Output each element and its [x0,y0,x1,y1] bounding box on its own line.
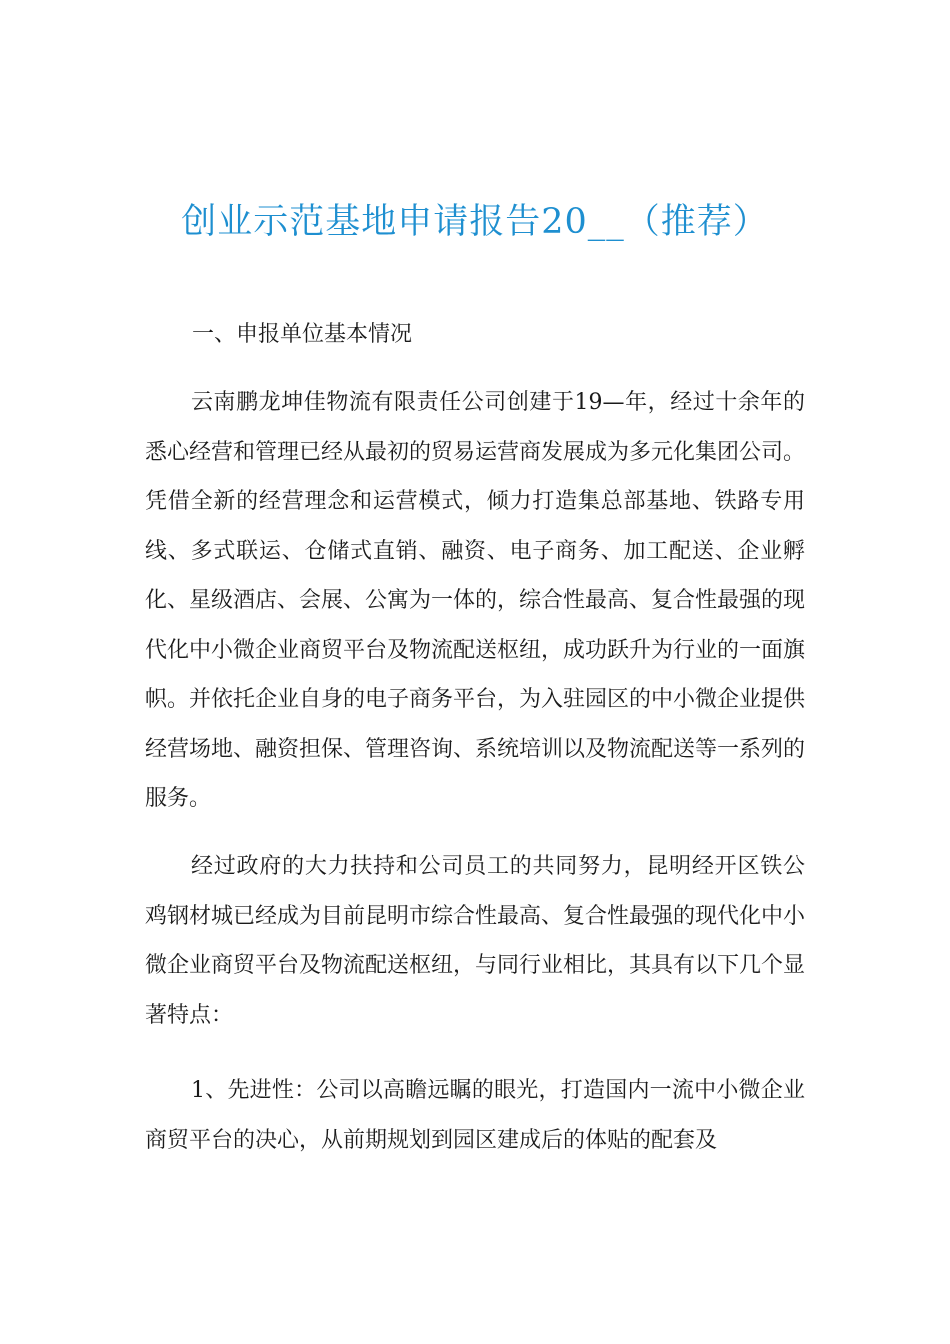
section-heading: 一、申报单位基本情况 [192,322,413,347]
paragraph-company-intro: 云南鹏龙坤佳物流有限责任公司创建于19—年，经过十余年的悉心经营和管理已经从最初的贸易运营商发展成为多元化集团公司。凭借全新的经营理念和运营模式，倾力打造集总部基地、铁路专用线、多式联运、仓储式直销、融资、电子商务、加工配送、企业孵化、星级酒店、会展、公寓为一体的，综合性最高、复合性最强的现代化中小微企业商贸平台及物流配送枢纽，成功跃升为行业的一面旗帜。并依托企业自身的电子商务平台，为入驻园区的中小微企业提供经营场地、融资担保、管理咨询、系统培训以及物流配送等一系列的服务。 [145,390,806,811]
paragraph-development: 经过政府的大力扶持和公司员工的共同努力，昆明经开区铁公鸡钢材城已经成为目前昆明市综合性最高、复合性最强的现代化中小微企业商贸平台及物流配送枢纽，与同行业相比，其具有以下几个显著特点： [145,854,806,1028]
document-title: 创业示范基地申请报告20__（推荐） [181,202,769,242]
paragraph-feature-1: 1、先进性：公司以高瞻远瞩的眼光，打造国内一流中小微企业商贸平台的决心，从前期规划到园区建成后的体贴的配套及 [145,1078,805,1153]
